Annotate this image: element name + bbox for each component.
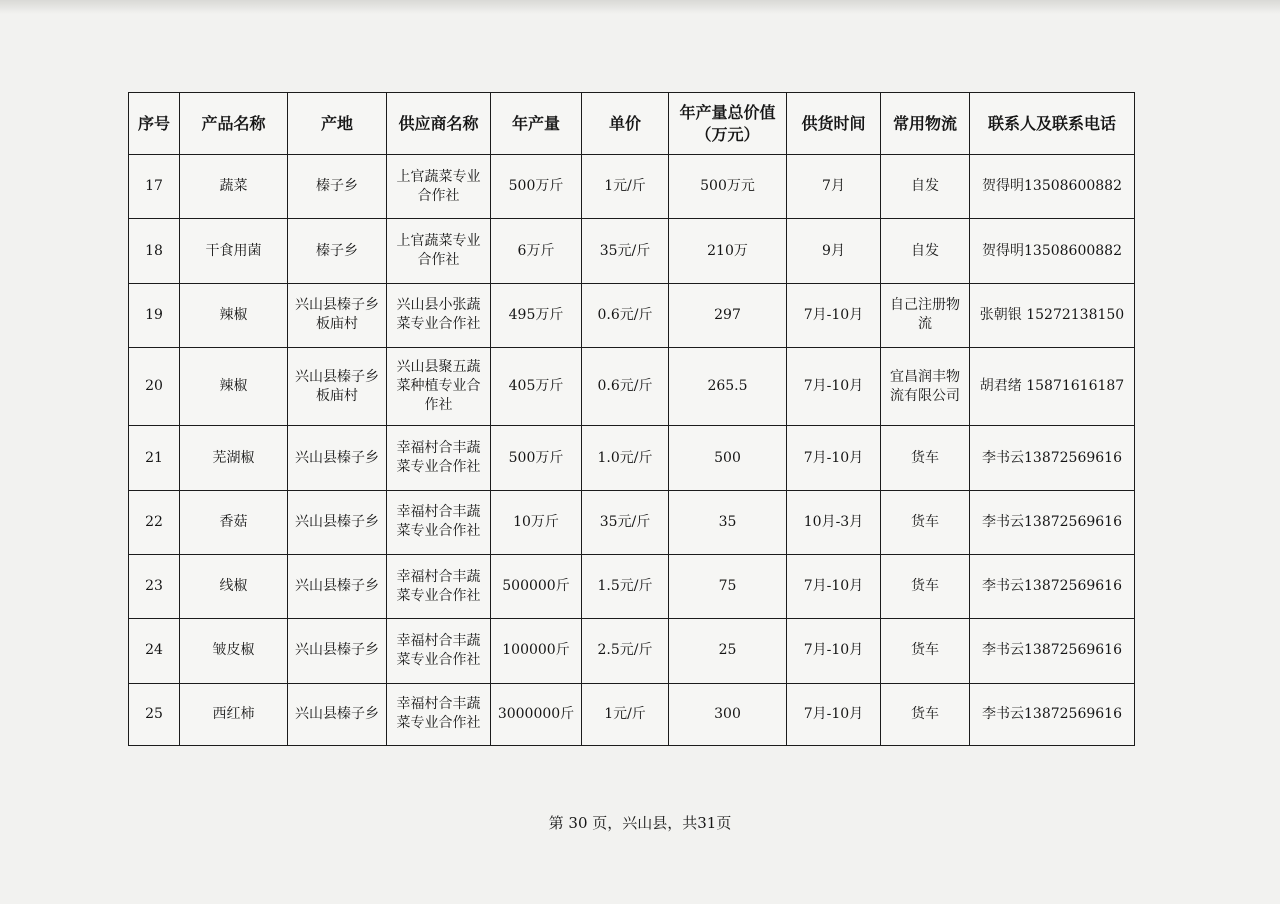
cell-product-name: 干食用菌	[180, 219, 288, 283]
cell-supplier: 兴山县聚五蔬菜种植专业合作社	[387, 347, 491, 425]
cell-origin: 兴山县榛子乡	[288, 554, 387, 618]
cell-product-name: 辣椒	[180, 347, 288, 425]
cell-supply-time: 7月-10月	[787, 283, 881, 347]
page-footer: 第 30 页，兴山县，共31页	[548, 814, 732, 832]
cell-seq: 25	[129, 683, 180, 745]
cell-contact: 张朝银 15272138150	[970, 283, 1135, 347]
header-unit-price: 单价	[582, 93, 669, 155]
cell-seq: 20	[129, 347, 180, 425]
cell-unit-price: 0.6元/斤	[582, 283, 669, 347]
cell-unit-price: 1.5元/斤	[582, 554, 669, 618]
cell-unit-price: 0.6元/斤	[582, 347, 669, 425]
table-row	[129, 347, 1135, 425]
cell-total-value: 210万	[669, 219, 787, 283]
header-supply-time: 供货时间	[787, 93, 881, 155]
cell-annual-output: 500000斤	[491, 554, 582, 618]
cell-contact: 李书云13872569616	[970, 554, 1135, 618]
product-table	[128, 92, 1135, 746]
cell-product-name: 芜湖椒	[180, 426, 288, 490]
cell-product-name: 蔬菜	[180, 155, 288, 219]
cell-supplier: 上官蔬菜专业合作社	[387, 155, 491, 219]
header-contact: 联系人及联系电话	[970, 93, 1135, 155]
cell-total-value: 500万元	[669, 155, 787, 219]
header-annual-output: 年产量	[491, 93, 582, 155]
cell-supply-time: 7月-10月	[787, 554, 881, 618]
cell-supplier: 幸福村合丰蔬菜专业合作社	[387, 554, 491, 618]
cell-annual-output: 405万斤	[491, 347, 582, 425]
cell-origin: 兴山县榛子乡	[288, 426, 387, 490]
cell-seq: 24	[129, 619, 180, 683]
cell-seq: 22	[129, 490, 180, 554]
cell-annual-output: 500万斤	[491, 155, 582, 219]
header-supplier: 供应商名称	[387, 93, 491, 155]
table-row	[129, 219, 1135, 283]
cell-contact: 李书云13872569616	[970, 426, 1135, 490]
cell-logistics: 宜昌润丰物流有限公司	[881, 347, 970, 425]
cell-supply-time: 7月-10月	[787, 347, 881, 425]
cell-unit-price: 2.5元/斤	[582, 619, 669, 683]
cell-product-name: 辣椒	[180, 283, 288, 347]
product-table-container	[128, 92, 1134, 746]
cell-annual-output: 6万斤	[491, 219, 582, 283]
cell-contact: 李书云13872569616	[970, 619, 1135, 683]
cell-contact: 胡君绪 15871616187	[970, 347, 1135, 425]
cell-origin: 榛子乡	[288, 219, 387, 283]
header-product-name: 产品名称	[180, 93, 288, 155]
table-row	[129, 426, 1135, 490]
cell-unit-price: 1元/斤	[582, 155, 669, 219]
cell-supply-time: 7月-10月	[787, 426, 881, 490]
cell-contact: 贺得明13508600882	[970, 155, 1135, 219]
table-row	[129, 683, 1135, 745]
cell-seq: 19	[129, 283, 180, 347]
cell-contact: 李书云13872569616	[970, 490, 1135, 554]
cell-product-name: 皱皮椒	[180, 619, 288, 683]
cell-supplier: 幸福村合丰蔬菜专业合作社	[387, 426, 491, 490]
cell-logistics: 货车	[881, 683, 970, 745]
cell-seq: 17	[129, 155, 180, 219]
cell-supplier: 幸福村合丰蔬菜专业合作社	[387, 490, 491, 554]
cell-contact: 李书云13872569616	[970, 683, 1135, 745]
cell-contact: 贺得明13508600882	[970, 219, 1135, 283]
cell-supply-time: 9月	[787, 219, 881, 283]
cell-product-name: 香菇	[180, 490, 288, 554]
cell-supplier: 上官蔬菜专业合作社	[387, 219, 491, 283]
cell-origin: 兴山县榛子乡板庙村	[288, 347, 387, 425]
cell-logistics: 货车	[881, 426, 970, 490]
cell-supplier: 幸福村合丰蔬菜专业合作社	[387, 683, 491, 745]
cell-total-value: 75	[669, 554, 787, 618]
cell-supply-time: 7月-10月	[787, 619, 881, 683]
cell-logistics: 自己注册物流	[881, 283, 970, 347]
cell-total-value: 300	[669, 683, 787, 745]
scan-edge-shadow	[0, 0, 1280, 14]
cell-unit-price: 1.0元/斤	[582, 426, 669, 490]
cell-annual-output: 100000斤	[491, 619, 582, 683]
cell-logistics: 货车	[881, 619, 970, 683]
cell-total-value: 265.5	[669, 347, 787, 425]
cell-seq: 21	[129, 426, 180, 490]
cell-supplier: 幸福村合丰蔬菜专业合作社	[387, 619, 491, 683]
cell-annual-output: 3000000斤	[491, 683, 582, 745]
cell-logistics: 自发	[881, 219, 970, 283]
cell-unit-price: 1元/斤	[582, 683, 669, 745]
cell-total-value: 500	[669, 426, 787, 490]
cell-annual-output: 500万斤	[491, 426, 582, 490]
cell-supply-time: 10月-3月	[787, 490, 881, 554]
table-row	[129, 490, 1135, 554]
cell-supply-time: 7月-10月	[787, 683, 881, 745]
header-origin: 产地	[288, 93, 387, 155]
cell-annual-output: 495万斤	[491, 283, 582, 347]
cell-seq: 18	[129, 219, 180, 283]
cell-supplier: 兴山县小张蔬菜专业合作社	[387, 283, 491, 347]
cell-total-value: 25	[669, 619, 787, 683]
cell-unit-price: 35元/斤	[582, 490, 669, 554]
table-row	[129, 619, 1135, 683]
table-header-row	[129, 93, 1135, 155]
cell-total-value: 297	[669, 283, 787, 347]
cell-product-name: 西红柿	[180, 683, 288, 745]
cell-product-name: 线椒	[180, 554, 288, 618]
cell-supply-time: 7月	[787, 155, 881, 219]
cell-origin: 兴山县榛子乡	[288, 683, 387, 745]
table-row	[129, 283, 1135, 347]
header-seq: 序号	[129, 93, 180, 155]
table-row	[129, 155, 1135, 219]
cell-logistics: 货车	[881, 554, 970, 618]
cell-origin: 榛子乡	[288, 155, 387, 219]
cell-logistics: 自发	[881, 155, 970, 219]
cell-unit-price: 35元/斤	[582, 219, 669, 283]
header-logistics: 常用物流	[881, 93, 970, 155]
cell-origin: 兴山县榛子乡板庙村	[288, 283, 387, 347]
cell-seq: 23	[129, 554, 180, 618]
cell-origin: 兴山县榛子乡	[288, 490, 387, 554]
cell-annual-output: 10万斤	[491, 490, 582, 554]
table-row	[129, 554, 1135, 618]
cell-origin: 兴山县榛子乡	[288, 619, 387, 683]
header-total-value: 年产量总价值（万元）	[669, 93, 787, 155]
cell-total-value: 35	[669, 490, 787, 554]
cell-logistics: 货车	[881, 490, 970, 554]
